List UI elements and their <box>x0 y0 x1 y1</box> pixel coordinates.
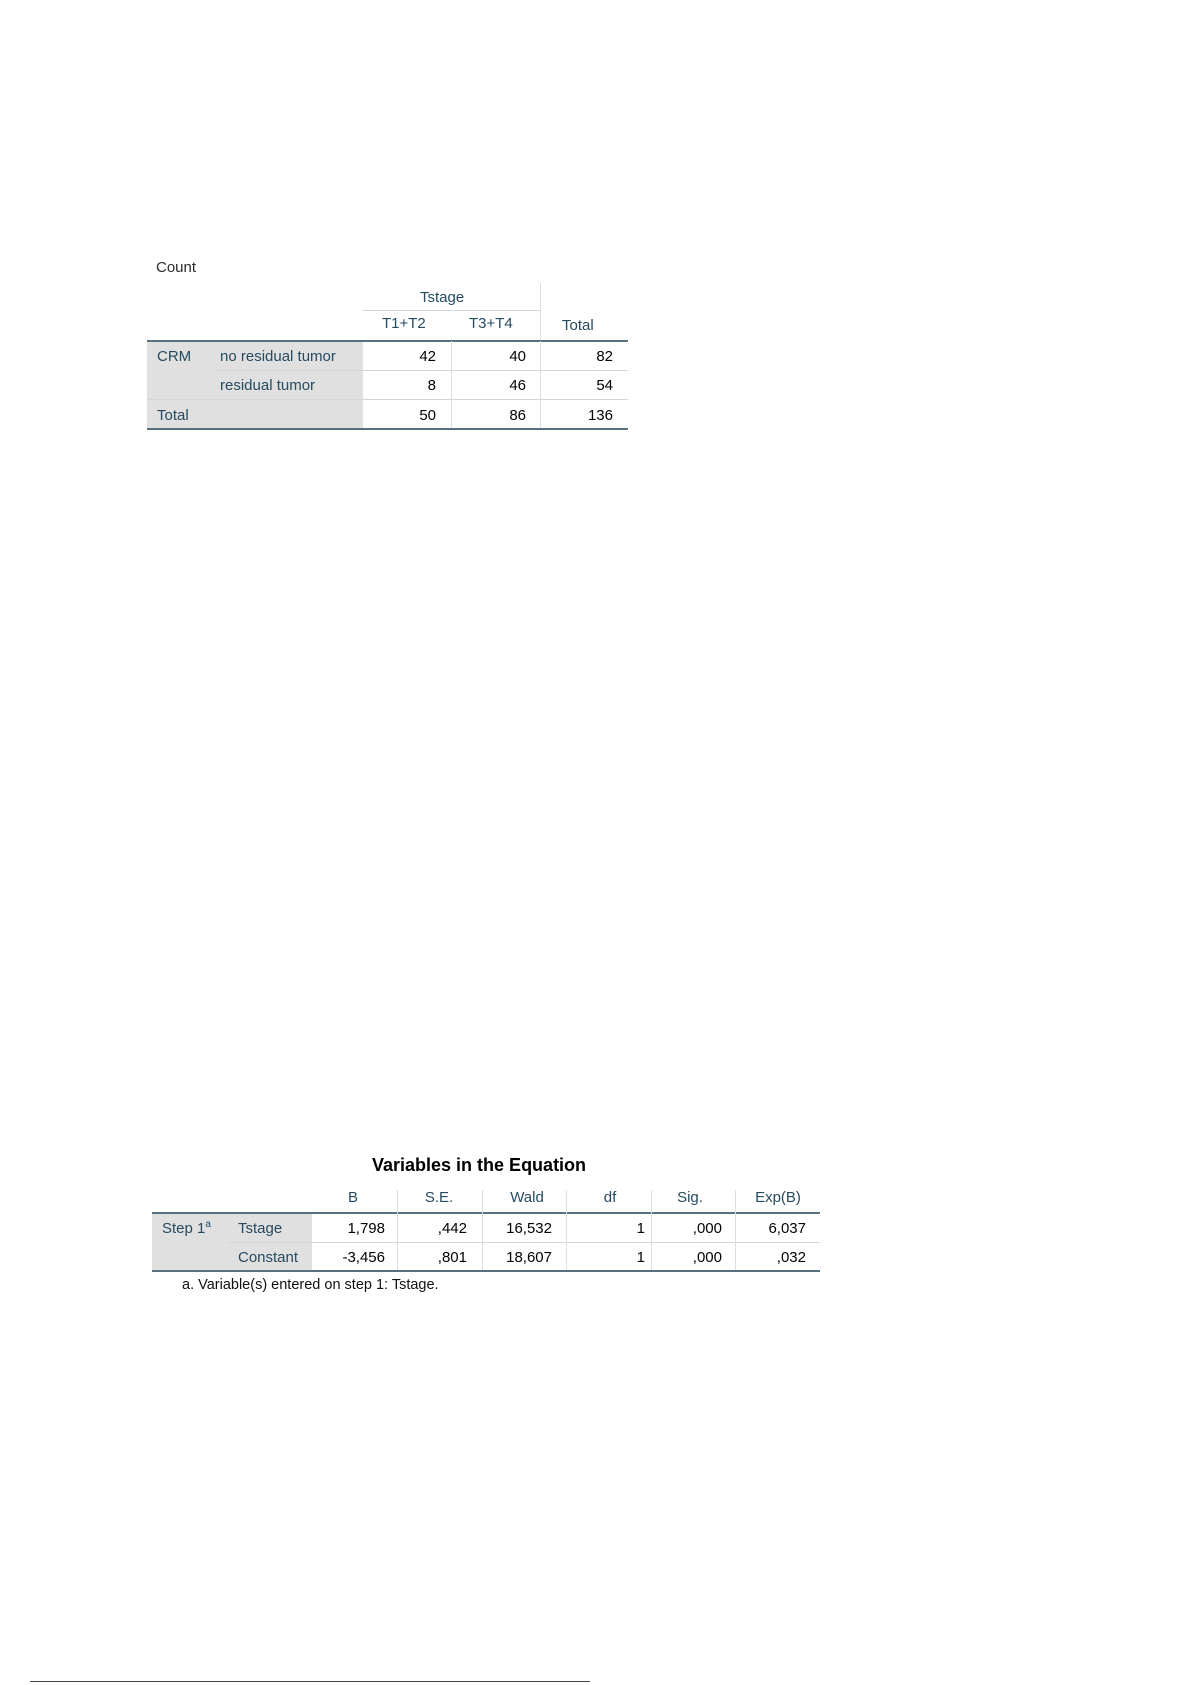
cell: 1 <box>636 1220 645 1237</box>
col-divider <box>540 341 541 429</box>
header-divider <box>540 283 541 340</box>
cell: 136 <box>587 407 613 424</box>
cell: ,442 <box>437 1220 467 1237</box>
cell: 18,607 <box>506 1249 552 1266</box>
cell: 54 <box>596 377 613 394</box>
cell: 1 <box>636 1249 645 1266</box>
page-bottom-rule <box>30 1681 590 1682</box>
cell: ,000 <box>692 1249 722 1266</box>
col-header-total: Total <box>562 317 594 334</box>
row-rule <box>228 1242 820 1243</box>
col-header-expb: Exp(B) <box>755 1189 801 1206</box>
cell: 46 <box>509 377 526 394</box>
cell: 8 <box>427 377 436 394</box>
cell: 1,798 <box>347 1220 385 1237</box>
table-bottom-rule <box>152 1270 820 1272</box>
col-header-b: B <box>347 1189 358 1206</box>
header-rule <box>147 340 628 342</box>
row-label-constant: Constant <box>238 1249 299 1266</box>
col-divider <box>651 1190 652 1271</box>
cell: 16,532 <box>506 1220 552 1237</box>
row-label-no-residual: no residual tumor <box>220 348 336 365</box>
col-divider <box>397 1190 398 1271</box>
col-header-t3t4: T3+T4 <box>469 315 513 332</box>
col-header-t1t2: T1+T2 <box>382 315 426 332</box>
col-divider <box>482 1190 483 1271</box>
cell: 42 <box>419 348 436 365</box>
equation-footnote: a. Variable(s) entered on step 1: Tstage. <box>182 1277 439 1293</box>
row-rule <box>147 399 628 400</box>
cell: ,801 <box>437 1249 467 1266</box>
cell: 40 <box>509 348 526 365</box>
row-label-residual: residual tumor <box>220 377 316 394</box>
cell: 6,037 <box>768 1220 806 1237</box>
cell: 86 <box>509 407 526 424</box>
cell: 82 <box>596 348 613 365</box>
crosstab-caption: Count <box>156 259 197 276</box>
row-label-tstage: Tstage <box>238 1220 283 1237</box>
cell: ,032 <box>776 1249 806 1266</box>
header-rule <box>152 1212 820 1214</box>
col-header-df: df <box>603 1189 617 1206</box>
row-var-label: CRM <box>157 348 192 365</box>
col-group-header: Tstage <box>420 289 465 306</box>
table-bottom-rule <box>147 428 628 430</box>
cell: 50 <box>419 407 436 424</box>
cell: -3,456 <box>342 1249 385 1266</box>
col-divider <box>566 1190 567 1271</box>
col-divider <box>451 341 452 429</box>
col-divider <box>735 1190 736 1271</box>
col-header-wald: Wald <box>510 1189 544 1206</box>
row-rule <box>213 370 628 371</box>
col-header-se: S.E. <box>424 1189 454 1206</box>
col-header-sig: Sig. <box>677 1189 703 1206</box>
cell: ,000 <box>692 1220 722 1237</box>
step-label: Step 1$^a$ <box>162 1219 211 1237</box>
equation-title: Variables in the Equation <box>372 1155 587 1175</box>
group-underline <box>363 310 540 311</box>
total-row-label: Total <box>157 407 189 424</box>
